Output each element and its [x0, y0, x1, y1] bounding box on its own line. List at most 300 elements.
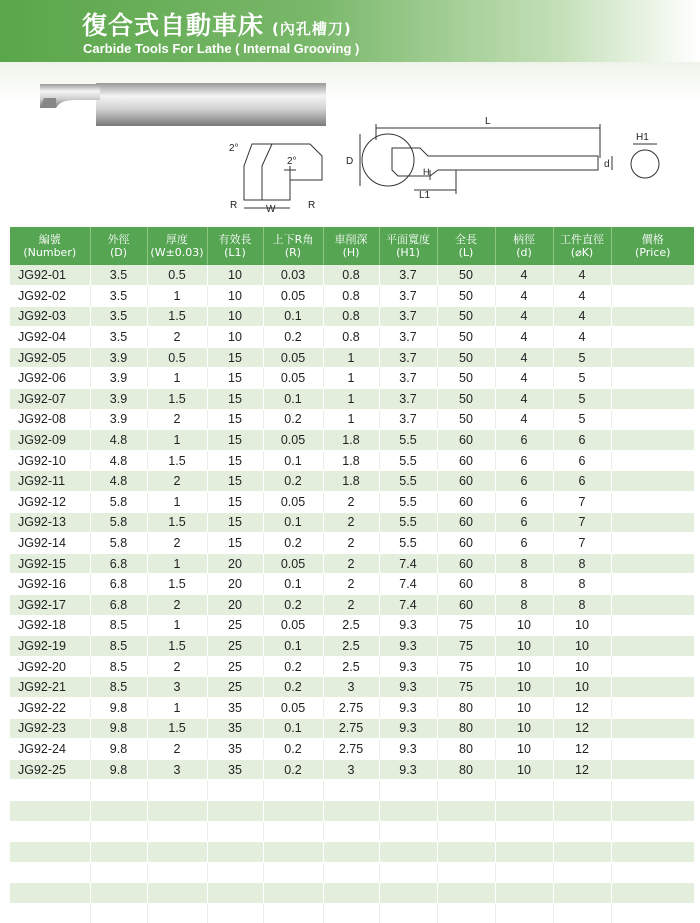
cell-price	[611, 883, 694, 904]
w-label: W	[266, 204, 276, 215]
cell-outer-diameter: 5.8	[90, 512, 147, 533]
cell-overall-length: 80	[437, 718, 495, 739]
cell-shank-diameter: 4	[495, 389, 553, 410]
cell-workpiece-diameter	[553, 800, 611, 821]
cell-effective-length	[207, 780, 263, 801]
header-label-zh: 厚度	[166, 233, 188, 246]
header-r-corner	[263, 227, 323, 265]
cell-thickness	[147, 842, 207, 863]
cell-thickness: 1.5	[147, 718, 207, 739]
spec-table	[10, 227, 694, 923]
cell-price	[611, 862, 694, 883]
tool-illustration	[0, 70, 700, 230]
cell-shank-diameter	[495, 862, 553, 883]
cell-workpiece-diameter: 7	[553, 512, 611, 533]
cell-outer-diameter: 3.9	[90, 368, 147, 389]
header-label-zh: 全長	[455, 233, 477, 246]
cell-thickness: 2	[147, 327, 207, 348]
cell-cut-depth: 2	[323, 595, 379, 616]
cell-overall-length: 50	[437, 327, 495, 348]
cell-cut-depth: 2	[323, 512, 379, 533]
cell-effective-length: 15	[207, 471, 263, 492]
cell-workpiece-diameter: 12	[553, 739, 611, 760]
cell-price	[611, 512, 694, 533]
cell-overall-length: 50	[437, 368, 495, 389]
cell-effective-length: 15	[207, 368, 263, 389]
cell-workpiece-diameter: 4	[553, 327, 611, 348]
cell-effective-length: 35	[207, 739, 263, 760]
cell-cut-depth: 3	[323, 677, 379, 698]
cell-number: JG92-03	[10, 306, 90, 327]
table-row	[10, 512, 694, 533]
cell-number: JG92-10	[10, 450, 90, 471]
cell-cut-depth: 1.8	[323, 430, 379, 451]
cell-overall-length: 60	[437, 553, 495, 574]
cell-shank-diameter	[495, 780, 553, 801]
cell-overall-length: 50	[437, 409, 495, 430]
header-label-zh: 有效長	[218, 233, 252, 246]
cell-effective-length: 25	[207, 677, 263, 698]
cell-r-corner	[263, 842, 323, 863]
header-outer-diameter	[90, 227, 147, 265]
page-title	[82, 6, 352, 42]
cell-workpiece-diameter: 8	[553, 553, 611, 574]
cell-thickness	[147, 821, 207, 842]
cell-effective-length: 10	[207, 265, 263, 286]
cell-workpiece-diameter: 10	[553, 615, 611, 636]
header-label-zh: 價格	[641, 233, 664, 246]
cell-r-corner	[263, 883, 323, 904]
header-label-en: (L)	[458, 246, 474, 259]
cell-flat-width: 7.4	[379, 595, 437, 616]
header-label-en: (H1)	[396, 246, 420, 259]
cell-shank-diameter: 10	[495, 636, 553, 657]
cell-outer-diameter: 8.5	[90, 677, 147, 698]
table-row	[10, 389, 694, 410]
cell-flat-width: 5.5	[379, 450, 437, 471]
cell-effective-length: 15	[207, 409, 263, 430]
cell-workpiece-diameter	[553, 862, 611, 883]
tip-profile-drawing	[244, 144, 322, 208]
cell-overall-length: 60	[437, 533, 495, 554]
cell-effective-length: 10	[207, 306, 263, 327]
cell-price	[611, 759, 694, 780]
cell-price	[611, 533, 694, 554]
cell-shank-diameter: 10	[495, 677, 553, 698]
cell-flat-width: 3.7	[379, 389, 437, 410]
cell-thickness: 2	[147, 533, 207, 554]
cell-r-corner: 0.1	[263, 718, 323, 739]
cell-number: JG92-05	[10, 347, 90, 368]
header-workpiece-diameter	[553, 227, 611, 265]
d-outer-label: D	[346, 156, 354, 167]
cell-shank-diameter	[495, 821, 553, 842]
cell-shank-diameter	[495, 800, 553, 821]
cell-overall-length: 75	[437, 636, 495, 657]
cell-number: JG92-08	[10, 409, 90, 430]
cell-number: JG92-20	[10, 656, 90, 677]
cell-number: JG92-12	[10, 492, 90, 513]
cell-workpiece-diameter: 5	[553, 389, 611, 410]
cell-cut-depth	[323, 800, 379, 821]
cell-price	[611, 286, 694, 307]
cell-r-corner: 0.2	[263, 739, 323, 760]
cell-outer-diameter	[90, 842, 147, 863]
r-left-label: R	[230, 200, 238, 211]
cell-shank-diameter: 10	[495, 615, 553, 636]
cell-r-corner: 0.2	[263, 409, 323, 430]
cell-thickness: 1	[147, 492, 207, 513]
cell-workpiece-diameter: 12	[553, 697, 611, 718]
cell-workpiece-diameter	[553, 842, 611, 863]
cell-flat-width: 5.5	[379, 492, 437, 513]
cell-r-corner: 0.05	[263, 430, 323, 451]
cell-shank-diameter	[495, 842, 553, 863]
cell-thickness: 1	[147, 615, 207, 636]
cell-number: JG92-02	[10, 286, 90, 307]
cell-number: JG92-17	[10, 595, 90, 616]
cell-r-corner: 0.05	[263, 347, 323, 368]
cell-cut-depth	[323, 903, 379, 923]
cell-overall-length: 50	[437, 286, 495, 307]
cell-cut-depth: 1.8	[323, 471, 379, 492]
table-row	[10, 780, 694, 801]
cell-shank-diameter	[495, 883, 553, 904]
cell-workpiece-diameter: 4	[553, 286, 611, 307]
table-header-row	[10, 227, 694, 265]
cell-thickness: 2	[147, 471, 207, 492]
cell-flat-width: 5.5	[379, 471, 437, 492]
table-row	[10, 615, 694, 636]
tool-photo	[40, 83, 326, 126]
cell-effective-length: 35	[207, 759, 263, 780]
cell-outer-diameter: 6.8	[90, 574, 147, 595]
cell-effective-length: 15	[207, 347, 263, 368]
header-label-en: (L1)	[224, 246, 246, 259]
cell-outer-diameter: 8.5	[90, 656, 147, 677]
cell-thickness: 1.5	[147, 512, 207, 533]
table-row	[10, 306, 694, 327]
cell-cut-depth: 3	[323, 759, 379, 780]
cell-overall-length: 60	[437, 595, 495, 616]
table-row	[10, 450, 694, 471]
cell-price	[611, 306, 694, 327]
cell-outer-diameter: 6.8	[90, 595, 147, 616]
cell-effective-length: 15	[207, 492, 263, 513]
title-chinese: 復合式自動車床	[82, 11, 265, 40]
cell-overall-length: 60	[437, 492, 495, 513]
cell-cut-depth: 2	[323, 553, 379, 574]
header-label-en: (d)	[516, 246, 532, 259]
header-thickness	[147, 227, 207, 265]
cell-effective-length: 25	[207, 615, 263, 636]
cell-effective-length	[207, 821, 263, 842]
cell-effective-length	[207, 903, 263, 923]
cell-price	[611, 450, 694, 471]
cell-overall-length: 50	[437, 389, 495, 410]
cell-outer-diameter	[90, 780, 147, 801]
cell-cut-depth	[323, 821, 379, 842]
cell-r-corner	[263, 800, 323, 821]
cell-r-corner: 0.2	[263, 471, 323, 492]
header-label-zh: 平面寬度	[386, 233, 430, 246]
cell-overall-length	[437, 780, 495, 801]
cell-workpiece-diameter: 8	[553, 574, 611, 595]
cell-shank-diameter: 10	[495, 656, 553, 677]
cell-workpiece-diameter	[553, 821, 611, 842]
cell-overall-length: 50	[437, 306, 495, 327]
cell-shank-diameter: 6	[495, 533, 553, 554]
cell-effective-length: 20	[207, 553, 263, 574]
cell-outer-diameter: 8.5	[90, 636, 147, 657]
tool-diagram-area	[0, 70, 700, 230]
title-english: Carbide Tools For Lathe ( Internal Grooving )	[83, 41, 360, 56]
cell-flat-width	[379, 903, 437, 923]
cell-workpiece-diameter: 4	[553, 265, 611, 286]
table-row	[10, 471, 694, 492]
cell-cut-depth: 2.75	[323, 718, 379, 739]
cell-cut-depth	[323, 862, 379, 883]
cell-number: JG92-11	[10, 471, 90, 492]
cell-overall-length: 60	[437, 574, 495, 595]
cell-flat-width: 9.3	[379, 615, 437, 636]
cell-shank-diameter: 6	[495, 492, 553, 513]
cell-thickness: 0.5	[147, 347, 207, 368]
table-row	[10, 430, 694, 451]
cell-number	[10, 903, 90, 923]
cell-cut-depth	[323, 883, 379, 904]
cell-outer-diameter	[90, 883, 147, 904]
header-label-en: (⌀K)	[570, 246, 594, 259]
cell-price	[611, 800, 694, 821]
cell-workpiece-diameter: 12	[553, 759, 611, 780]
cell-thickness	[147, 883, 207, 904]
cell-thickness: 1	[147, 286, 207, 307]
table-row	[10, 409, 694, 430]
cell-cut-depth: 2.5	[323, 636, 379, 657]
cell-number: JG92-15	[10, 553, 90, 574]
cell-price	[611, 780, 694, 801]
cell-flat-width: 9.3	[379, 739, 437, 760]
cell-thickness: 1.5	[147, 389, 207, 410]
cell-flat-width	[379, 842, 437, 863]
cell-outer-diameter: 3.9	[90, 409, 147, 430]
cell-outer-diameter: 4.8	[90, 450, 147, 471]
cell-outer-diameter: 4.8	[90, 471, 147, 492]
header-label-zh: 柄徑	[513, 233, 535, 246]
header-flat-width	[379, 227, 437, 265]
cell-price	[611, 739, 694, 760]
cell-workpiece-diameter: 7	[553, 533, 611, 554]
cell-outer-diameter	[90, 862, 147, 883]
cell-price	[611, 821, 694, 842]
cell-thickness: 1.5	[147, 450, 207, 471]
cell-outer-diameter: 3.9	[90, 389, 147, 410]
table-row	[10, 739, 694, 760]
table-row	[10, 697, 694, 718]
cell-price	[611, 842, 694, 863]
cell-price	[611, 595, 694, 616]
cell-cut-depth: 1	[323, 368, 379, 389]
cell-workpiece-diameter: 10	[553, 636, 611, 657]
cell-number	[10, 780, 90, 801]
cell-outer-diameter: 9.8	[90, 759, 147, 780]
page-header	[0, 0, 700, 62]
cell-price	[611, 615, 694, 636]
table-row	[10, 677, 694, 698]
cell-flat-width: 7.4	[379, 574, 437, 595]
cell-price	[611, 677, 694, 698]
cell-cut-depth: 2	[323, 492, 379, 513]
cell-flat-width: 3.7	[379, 327, 437, 348]
cell-cut-depth: 1	[323, 409, 379, 430]
cell-overall-length: 75	[437, 615, 495, 636]
cell-thickness: 2	[147, 595, 207, 616]
header-label-en: (H)	[342, 246, 360, 259]
cell-effective-length: 10	[207, 286, 263, 307]
cell-shank-diameter: 6	[495, 512, 553, 533]
table-row	[10, 347, 694, 368]
cell-overall-length	[437, 842, 495, 863]
cell-outer-diameter: 3.5	[90, 286, 147, 307]
cell-r-corner	[263, 780, 323, 801]
cell-flat-width	[379, 780, 437, 801]
cell-overall-length: 50	[437, 265, 495, 286]
table-row	[10, 574, 694, 595]
table-row	[10, 718, 694, 739]
cell-flat-width: 9.3	[379, 636, 437, 657]
cell-effective-length: 10	[207, 327, 263, 348]
table-row	[10, 862, 694, 883]
cell-workpiece-diameter: 6	[553, 450, 611, 471]
d-shank-label: d	[604, 159, 610, 170]
cell-thickness: 1	[147, 697, 207, 718]
cell-r-corner: 0.2	[263, 595, 323, 616]
cell-overall-length	[437, 903, 495, 923]
cell-r-corner	[263, 903, 323, 923]
cell-number	[10, 800, 90, 821]
cell-price	[611, 347, 694, 368]
cell-r-corner: 0.05	[263, 368, 323, 389]
cell-workpiece-diameter: 7	[553, 492, 611, 513]
h1-label: H1	[636, 132, 649, 143]
h-label: H	[423, 167, 430, 177]
cell-shank-diameter: 4	[495, 327, 553, 348]
cell-cut-depth: 2.75	[323, 697, 379, 718]
cell-price	[611, 574, 694, 595]
header-label-en: (Price)	[635, 246, 671, 259]
cell-r-corner	[263, 862, 323, 883]
cell-r-corner: 0.2	[263, 759, 323, 780]
header-label-en: (D)	[109, 246, 128, 259]
cell-number	[10, 842, 90, 863]
cell-thickness: 1	[147, 430, 207, 451]
cell-thickness: 3	[147, 677, 207, 698]
cell-price	[611, 409, 694, 430]
cell-flat-width: 9.3	[379, 677, 437, 698]
cell-outer-diameter	[90, 821, 147, 842]
header-label-zh: 編號	[38, 233, 61, 246]
cell-outer-diameter: 4.8	[90, 430, 147, 451]
r-right-label: R	[308, 200, 316, 211]
cell-cut-depth: 2	[323, 533, 379, 554]
cell-flat-width: 5.5	[379, 533, 437, 554]
cell-overall-length	[437, 800, 495, 821]
table-row	[10, 903, 694, 923]
cell-price	[611, 718, 694, 739]
header-overall-length	[437, 227, 495, 265]
cell-number: JG92-09	[10, 430, 90, 451]
cell-flat-width: 3.7	[379, 265, 437, 286]
cell-thickness: 1.5	[147, 574, 207, 595]
cell-shank-diameter: 4	[495, 306, 553, 327]
cell-r-corner: 0.1	[263, 512, 323, 533]
cell-price	[611, 656, 694, 677]
cell-number	[10, 883, 90, 904]
cell-flat-width	[379, 883, 437, 904]
cell-price	[611, 492, 694, 513]
table-row	[10, 883, 694, 904]
cell-shank-diameter: 4	[495, 368, 553, 389]
table-row	[10, 265, 694, 286]
cell-flat-width: 3.7	[379, 347, 437, 368]
cell-shank-diameter: 4	[495, 286, 553, 307]
table-row	[10, 368, 694, 389]
cell-flat-width: 3.7	[379, 368, 437, 389]
cell-shank-diameter: 4	[495, 347, 553, 368]
cell-price	[611, 327, 694, 348]
cell-cut-depth: 1.8	[323, 450, 379, 471]
table-row	[10, 533, 694, 554]
cell-price	[611, 430, 694, 451]
cell-outer-diameter: 5.8	[90, 492, 147, 513]
cell-effective-length	[207, 862, 263, 883]
cell-workpiece-diameter: 5	[553, 368, 611, 389]
cell-flat-width: 3.7	[379, 409, 437, 430]
table-row	[10, 759, 694, 780]
cell-price	[611, 636, 694, 657]
cell-outer-diameter: 3.9	[90, 347, 147, 368]
cell-overall-length: 80	[437, 697, 495, 718]
cell-number: JG92-22	[10, 697, 90, 718]
cell-flat-width: 7.4	[379, 553, 437, 574]
cell-r-corner: 0.1	[263, 574, 323, 595]
table-row	[10, 327, 694, 348]
cell-cut-depth: 2.5	[323, 656, 379, 677]
table-row	[10, 492, 694, 513]
cell-number: JG92-04	[10, 327, 90, 348]
cell-overall-length	[437, 862, 495, 883]
cell-shank-diameter	[495, 903, 553, 923]
cell-cut-depth: 2.75	[323, 739, 379, 760]
cell-outer-diameter: 9.8	[90, 697, 147, 718]
cell-workpiece-diameter: 10	[553, 677, 611, 698]
cell-thickness: 1.5	[147, 636, 207, 657]
table-row	[10, 636, 694, 657]
header-number	[10, 227, 90, 265]
header-label-en: (W±0.03)	[150, 246, 204, 259]
cell-cut-depth: 1	[323, 347, 379, 368]
cell-number: JG92-18	[10, 615, 90, 636]
cell-number	[10, 821, 90, 842]
cell-r-corner: 0.2	[263, 533, 323, 554]
cell-r-corner: 0.2	[263, 656, 323, 677]
cell-workpiece-diameter: 5	[553, 409, 611, 430]
cell-shank-diameter: 8	[495, 553, 553, 574]
header-effective-length	[207, 227, 263, 265]
cell-thickness: 2	[147, 656, 207, 677]
cell-outer-diameter: 5.8	[90, 533, 147, 554]
